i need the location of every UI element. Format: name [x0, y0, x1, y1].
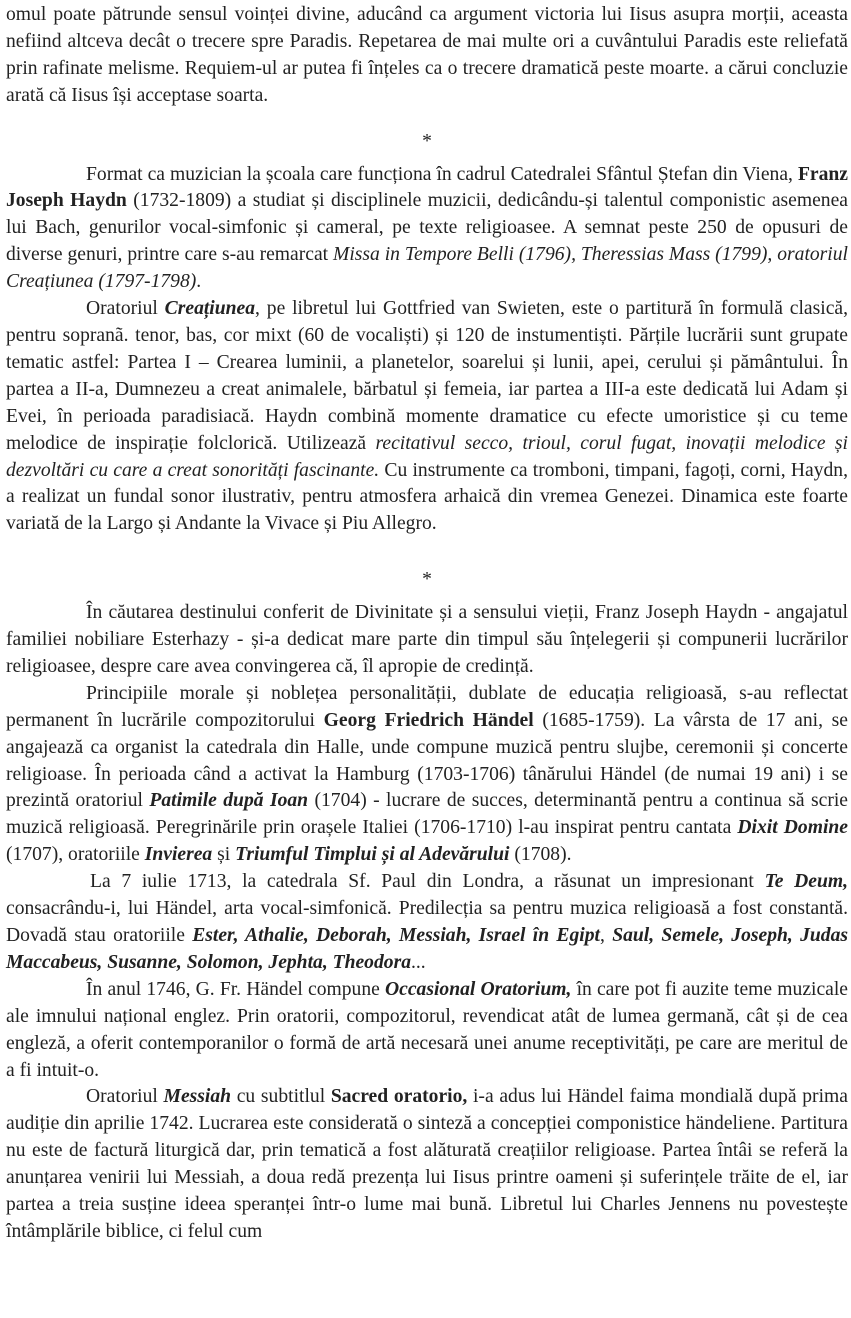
- work-title: Messiah: [163, 1086, 232, 1108]
- italic-phrase: recitativul secco, trioul, corul fugat, inovații melodice și dezvoltări cu care a creat sonorități fascinante.: [6, 432, 848, 481]
- paragraph-occasional-oratorium: În anul 1746, G. Fr. Händel compune Occasional Oratorium, în care pot fi auzite teme muzicale ale imnului național englez. Prin oratorii, compozitorul, revendicat atât de lumea germană, cât și de cea engleză, a oferit contemporanilor o formă de artă necesară unei anume receptivități, pe care are meritul de a fi intuit-o.: [6, 978, 848, 1081]
- work-title: Ester, Athalie, Deborah, Messiah, Israel în Egipt: [192, 925, 600, 946]
- paragraph-creatiunea: Oratoriul Creațiunea, pe libretul lui Gottfried van Swieten, este o partitură în formulă clasică, pentru sopranã. tenor, bas, cor mixt (60 de vocaliști) și 120 de instumentiști. Părțile lucrării sunt grupate tematic astfel: Partea I – Crearea luminii, a planetelor, soarelui și lunii, apei, cerului și pământului. În partea a II-a, Dumnezeu a creat animalele, bărbatul și femeia, iar partea a III-a este dedicată lui Adam și Evei, în perioada paradisiacă. Haydn combină momente dramatice cu efecte umoristice și cu teme melodice de inspirație folclorică. Utilizează recitativul secco, trioul, corul fugat, inovații melodice și dezvoltări cu care a creat sonorități fascinante. Cu instrumente ca tromboni, timpani, fagoți, corni, Haydn, a realizat un fundal sonor ilustrativ, pentru atmosfera arhaică din vremea Genezei. Dinamica este foarte variată de la Largo și Andante la Vivace și Piu Allegro.: [6, 298, 848, 535]
- paragraph-haydn-destiny: În căutarea destinului conferit de Divinitate și a sensului vieții, Franz Joseph Haydn - angajatul familiei nobiliare Esterhazy - și-a dedicat mare parte din timpul său înțelegerii și compunerii lucrărilor religioasee, despre care avea convingerea că, îl apropie de credință.: [6, 602, 848, 677]
- paragraph-haydn-intro: Format ca muzician la școala care funcționa în cadrul Catedralei Sfântul Ștefan din Viena, Franz Joseph Haydn (1732-1809) a studiat și disciplinele muzicii, dedicându-și talentul componistic asemenea lui Bach, genurilor vocal-simfonic și cameral, pe texte religioasee. A semnat peste 250 de opusuri de diverse genuri, printre care s-au remarcat Missa in Tempore Belli (1796), Theressias Mass (1799), oratoriul Creațiunea (1797-1798).: [6, 163, 848, 293]
- paragraph-messiah: Oratoriul Messiah cu subtitlul Sacred oratorio, i-a adus lui Händel faima mondială după prima audiție din aprilie 1742. Lucrarea este considerată o sinteză a concepției componistice händeliene. Partitura nu este de factură liturgică dar, prin tematică a fost alăturată creațiilor religioase. Partea întâi se referă la anunțarea venirii lui Messiah, a doua redă prezența lui Iisus printre oameni și suferințele trăite de el, iar partea a treia susține ideea speranței într-o lume mai bună. Libretul lui Charles Jennens nu povestește întâmplările biblice, ci felul cum: [6, 1086, 848, 1242]
- section-separator-star: *: [422, 130, 432, 152]
- subtitle-bold: Sacred oratorio,: [330, 1086, 468, 1108]
- works-list: Missa in Tempore Belli (1796), Theressias Mass (1799), oratoriul Creațiunea (1797-1798): [6, 244, 848, 293]
- work-title: Invierea: [144, 844, 213, 866]
- work-title: Saul, Semele, Joseph, Judas Maccabeus, Susanne, Solomon, Jephta, Theodora: [6, 925, 848, 973]
- paragraph-requiem: omul poate pătrunde sensul voinței divine, aducând ca argument victoria lui Iisus asupra morții, aceasta nefiind altceva decât o trecere spre Paradis. Repetarea de mai multe ori a cuvântului Paradis este reliefată prin rafinate melisme. Requiem-ul ar putea fi înțeles ca o trecere dramatică peste moarte. a cărui concluzie arată că Iisus își acceptase soarta.: [6, 4, 848, 106]
- work-title: Occasional Oratorium,: [384, 978, 572, 1000]
- section-separator-star: *: [422, 569, 432, 591]
- work-title: Patimile după Ioan: [149, 790, 309, 812]
- paragraph-te-deum: La 7 iulie 1713, la catedrala Sf. Paul din Londra, a răsunat un impresionant Te Deum, consacrându-i, lui Händel, arta vocal-simfonică. Predilecția sa pentru muzica religioasă a fost constantă. Dovadă stau oratoriile Ester, Athalie, Deborah, Messiah, Israel în Egipt, Saul, Semele, Joseph, Judas Maccabeus, Susanne, Solomon, Jephta, Theodora...: [6, 871, 848, 973]
- composer-name: Franz Joseph Haydn: [6, 163, 848, 212]
- work-title: Creațiunea: [164, 298, 256, 320]
- paragraph-handel-intro: Principiile morale și noblețea personalității, dublate de educația religioasă, s-au reflectat permanent în lucrările compozitorului Georg Friedrich Händel (1685-1759). La vârsta de 17 ani, se angajează ca organist la catedrala din Halle, unde compune muzică pentru slujbe, ceremonii și concerte religioase. În perioada când a activat la Hamburg (1703-1706) tânărului Händel (de numai 19 ani) i se prezintă oratoriul Patimile după Ioan (1704) - lucrare de succes, determinantă pentru a continua să scrie muzică religioasă. Peregrinările prin orașele Italiei (1706-1710) l-au inspirat pentru cantata Dixit Domine (1707), oratoriile Invierea și Triumful Timplui și al Adevărului (1708).: [6, 682, 848, 866]
- work-title: Te Deum,: [764, 871, 848, 893]
- work-title: Triumful Timplui și al Adevărului: [235, 844, 510, 866]
- work-title: Dixit Domine: [737, 817, 848, 839]
- composer-name: Georg Friedrich Händel: [323, 709, 534, 731]
